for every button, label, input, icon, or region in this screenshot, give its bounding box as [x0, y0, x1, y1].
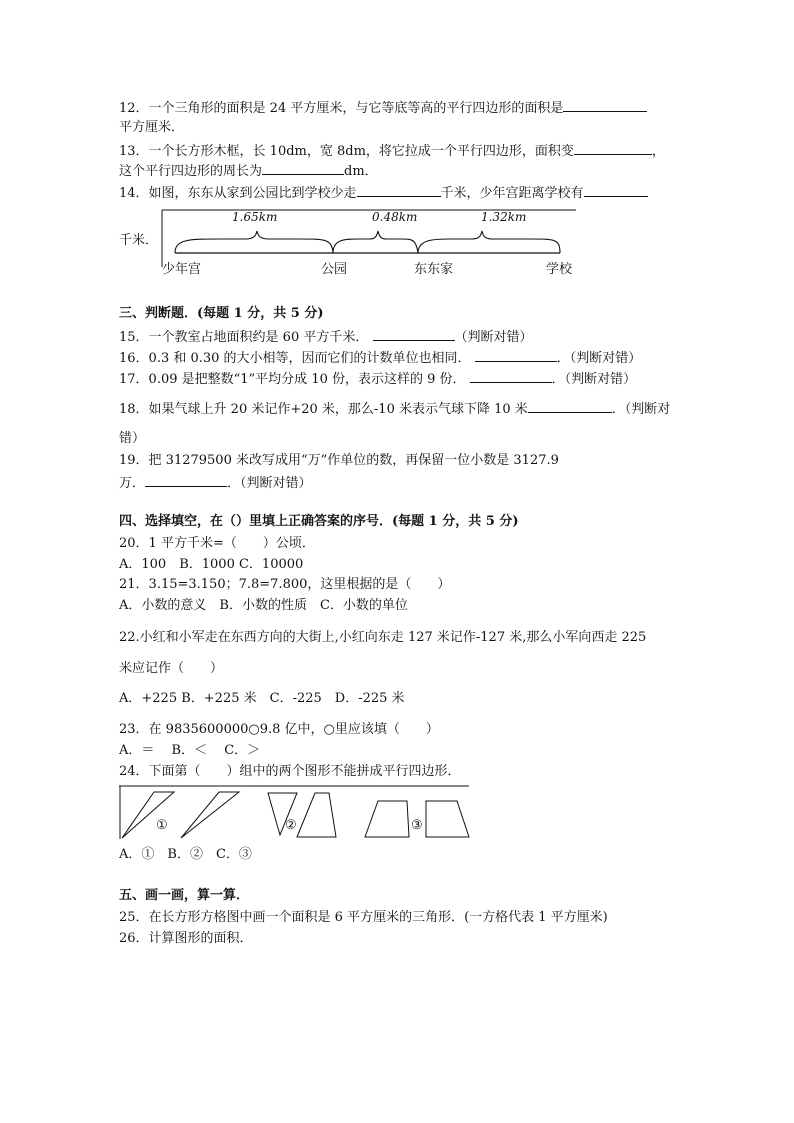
triangle-1b	[181, 792, 239, 838]
answer-blank[interactable]	[145, 472, 227, 487]
question-14: 14．如图，东东从家到公园比到学校少走 千米，少年宫距离学校有	[119, 182, 648, 203]
section-title-draw: 五、画一画，算一算．	[119, 888, 250, 903]
brace-3	[418, 231, 560, 253]
answer-blank[interactable]	[470, 368, 552, 383]
question-20: 20．1 平方千米=（ ）公顷．	[119, 536, 315, 551]
answer-blank[interactable]	[357, 182, 441, 197]
question-13: 13．一个长方形木框，长 10dm，宽 8dm，将它拉成一个平行四边形，面积变 ，	[119, 140, 665, 161]
section-title-judge: 三、判断题．(每题 1 分，共 5 分)	[119, 306, 324, 321]
trapezoid-3b	[426, 801, 469, 837]
brace-1	[175, 231, 333, 253]
question-20-options: A．100 B．1000 C．10000	[119, 557, 304, 572]
question-22-cont: 米应记作（ ）	[119, 661, 224, 676]
segment-label-2: 0.48km	[372, 210, 418, 224]
question-22-options: A．+225 B．+225 米 C．-225 D．-225 米	[119, 691, 405, 706]
question-17: 17．0.09 是把整数“1”平均分成 10 份，表示这样的 9 份． ．（判断对错）	[119, 368, 636, 389]
question-13-cont: 这个平行四边形的周长为 dm．	[119, 160, 378, 181]
question-12: 12．一个三角形的面积是 24 平方厘米，与它等底等高的平行四边形的面积是	[119, 97, 647, 118]
question-18-cont: 错）	[119, 431, 146, 446]
answer-blank[interactable]	[373, 326, 455, 341]
answer-blank[interactable]	[475, 347, 557, 362]
question-23: 23．在 9835600000○9.8 亿中，○里应该填（ ）	[119, 722, 439, 737]
question-19: 19．把 31279500 米改写成用“万”作单位的数，再保留一位小数是 3127.9	[119, 453, 559, 468]
question-19-cont: 万． ．（判断对错）	[119, 472, 312, 493]
answer-blank[interactable]	[262, 160, 344, 175]
question-16: 16．0.3 和 0.30 的大小相等，因而它们的计数单位也相同． ．（判断对错）	[119, 347, 641, 368]
question-22: 22.小红和小军走在东西方向的大街上,小红向东走 127 米记作-127 米,那么小军向西走 225	[119, 630, 647, 645]
shape-label-1: ①	[156, 818, 168, 833]
trapezoid-3a	[365, 801, 409, 837]
brace-2	[333, 231, 418, 253]
place-gongyuan: 公园	[321, 262, 348, 277]
question-24: 24．下面第（ ）组中的两个图形不能拼成平行四边形．	[119, 764, 461, 779]
answer-blank[interactable]	[563, 97, 647, 112]
section-title-choice: 四、选择填空，在（）里填上正确答案的序号．(每题 1 分，共 5 分)	[119, 514, 519, 529]
trapezoid-2b	[297, 793, 336, 837]
question-24-options: A．① B．② C．③	[119, 847, 252, 862]
question-12-cont: 平方厘米．	[119, 120, 185, 135]
answer-blank[interactable]	[574, 140, 652, 155]
place-dongdong-home: 东东家	[414, 262, 454, 277]
question-21-options: A．小数的意义 B．小数的性质 C．小数的单位	[119, 598, 408, 613]
question-26: 26．计算图形的面积．	[119, 931, 253, 946]
question-18: 18．如果气球上升 20 米记作+20 米，那么-10 米表示气球下降 10 米 ．（判断对	[119, 398, 670, 419]
answer-blank[interactable]	[528, 398, 612, 413]
segment-label-1: 1.65km	[232, 210, 278, 224]
question-23-options: A．＝ B．＜ C．＞	[119, 743, 261, 758]
answer-blank[interactable]	[584, 182, 648, 197]
question-14-cont: 千米．	[119, 233, 159, 248]
segment-label-3: 1.32km	[481, 210, 527, 224]
shape-label-3: ③	[411, 818, 423, 833]
question-15: 15．一个教室占地面积约是 60 平方千米． （判断对错）	[119, 326, 533, 347]
question-25: 25．在长方形方格图中画一个面积是 6 平方厘米的三角形．(一方格代表 1 平方厘米)	[119, 910, 608, 925]
place-school: 学校	[546, 262, 573, 277]
shape-label-2: ②	[285, 818, 297, 833]
place-shaonian-gong: 少年宫	[162, 262, 202, 277]
question-21: 21．3.15=3.150；7.8=7.800，这里根据的是（ ）	[119, 577, 451, 592]
